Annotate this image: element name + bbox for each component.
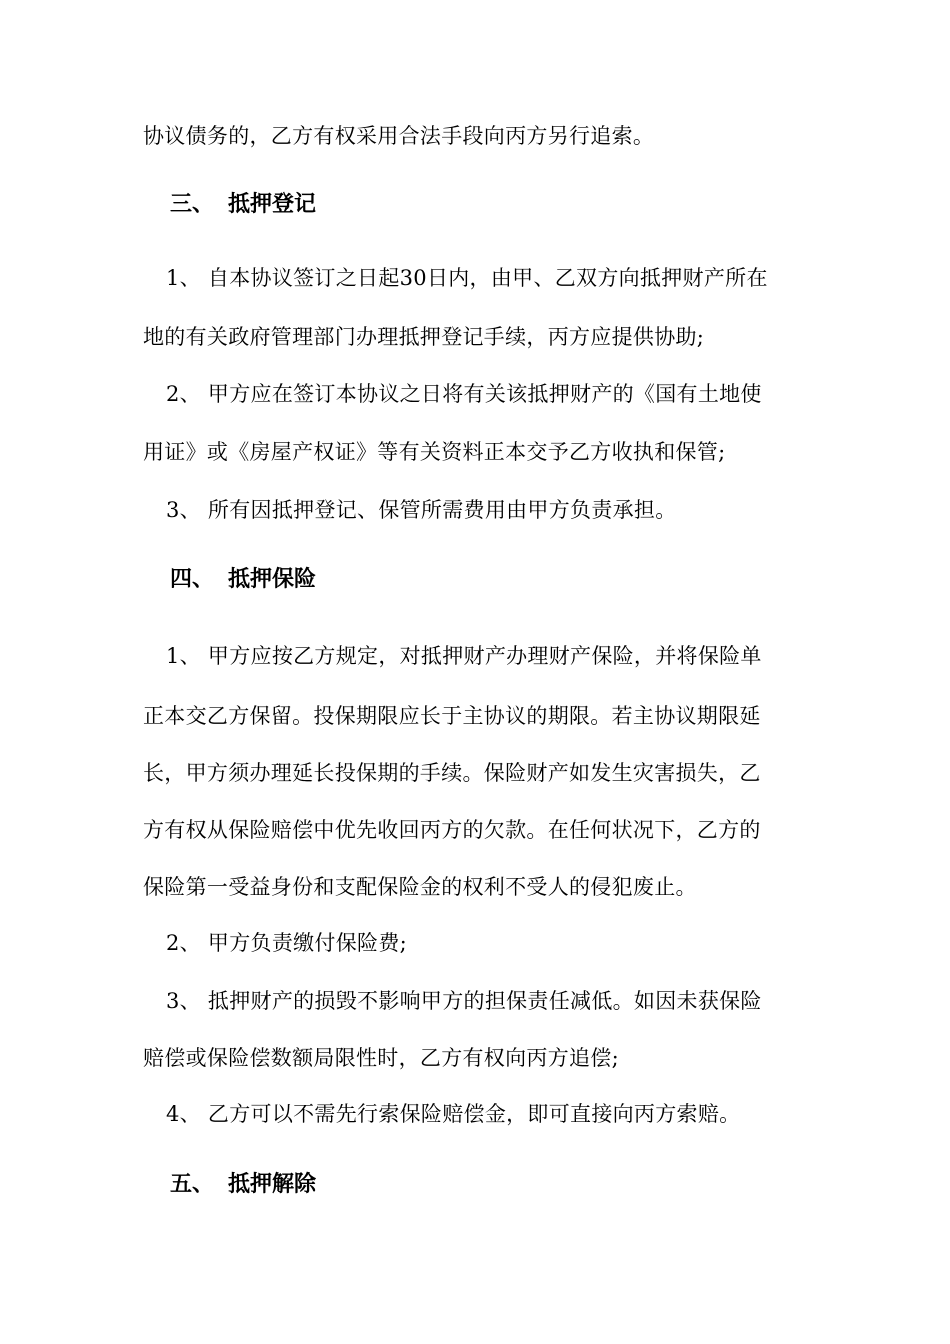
section-number: 四、 [170, 567, 215, 592]
section-heading-5 [170, 1170, 316, 1200]
paragraph-line: 2、 甲方应在签订本协议之日将有关该抵押财产的《国有土地使 [166, 382, 762, 406]
paragraph-line: 协议债务的，乙方有权采用合法手段向丙方另行追索。 [143, 124, 655, 148]
paragraph-line: 正本交乙方保留。投保期限应长于主协议的期限。若主协议期限延 [143, 704, 761, 728]
paragraph-line: 方有权从保险赔偿中优先收回丙方的欠款。在任何状况下，乙方的 [143, 818, 761, 842]
paragraph-line: 3、 所有因抵押登记、保管所需费用由甲方负责承担。 [166, 498, 677, 522]
section-number: 五、 [170, 1172, 215, 1197]
section-title: 抵押解除 [228, 1172, 317, 1197]
paragraph-line: 长，甲方须办理延长投保期的手续。保险财产如发生灾害损失，乙 [143, 761, 761, 785]
paragraph-line: 地的有关政府管理部门办理抵押登记手续，丙方应提供协助; [143, 325, 705, 349]
section-number: 三、 [170, 192, 215, 217]
paragraph-line: 保险第一受益身份和支配保险金的权利不受人的侵犯废止。 [143, 875, 697, 899]
paragraph-line: 3、 抵押财产的损毁不影响甲方的担保责任减低。如因未获保险 [166, 989, 762, 1013]
paragraph-line: 1、 甲方应按乙方规定，对抵押财产办理财产保险，并将保险单 [166, 644, 762, 668]
paragraph-line: 2、 甲方负责缴付保险费; [166, 931, 408, 955]
paragraph-line: 用证》或《房屋产权证》等有关资料正本交予乙方收执和保管; [143, 440, 726, 464]
paragraph-line: 4、 乙方可以不需先行索保险赔偿金，即可直接向丙方索赔。 [166, 1102, 741, 1126]
paragraph-line: 赔偿或保险偿数额局限性时，乙方有权向丙方追偿; [143, 1046, 619, 1070]
section-heading-4 [170, 565, 316, 595]
section-title: 抵押保险 [228, 567, 317, 592]
paragraph-line: 1、 自本协议签订之日起30日内，由甲、乙双方向抵押财产所在 [166, 266, 768, 290]
section-heading-3 [170, 190, 316, 220]
section-title: 抵押登记 [228, 192, 317, 217]
